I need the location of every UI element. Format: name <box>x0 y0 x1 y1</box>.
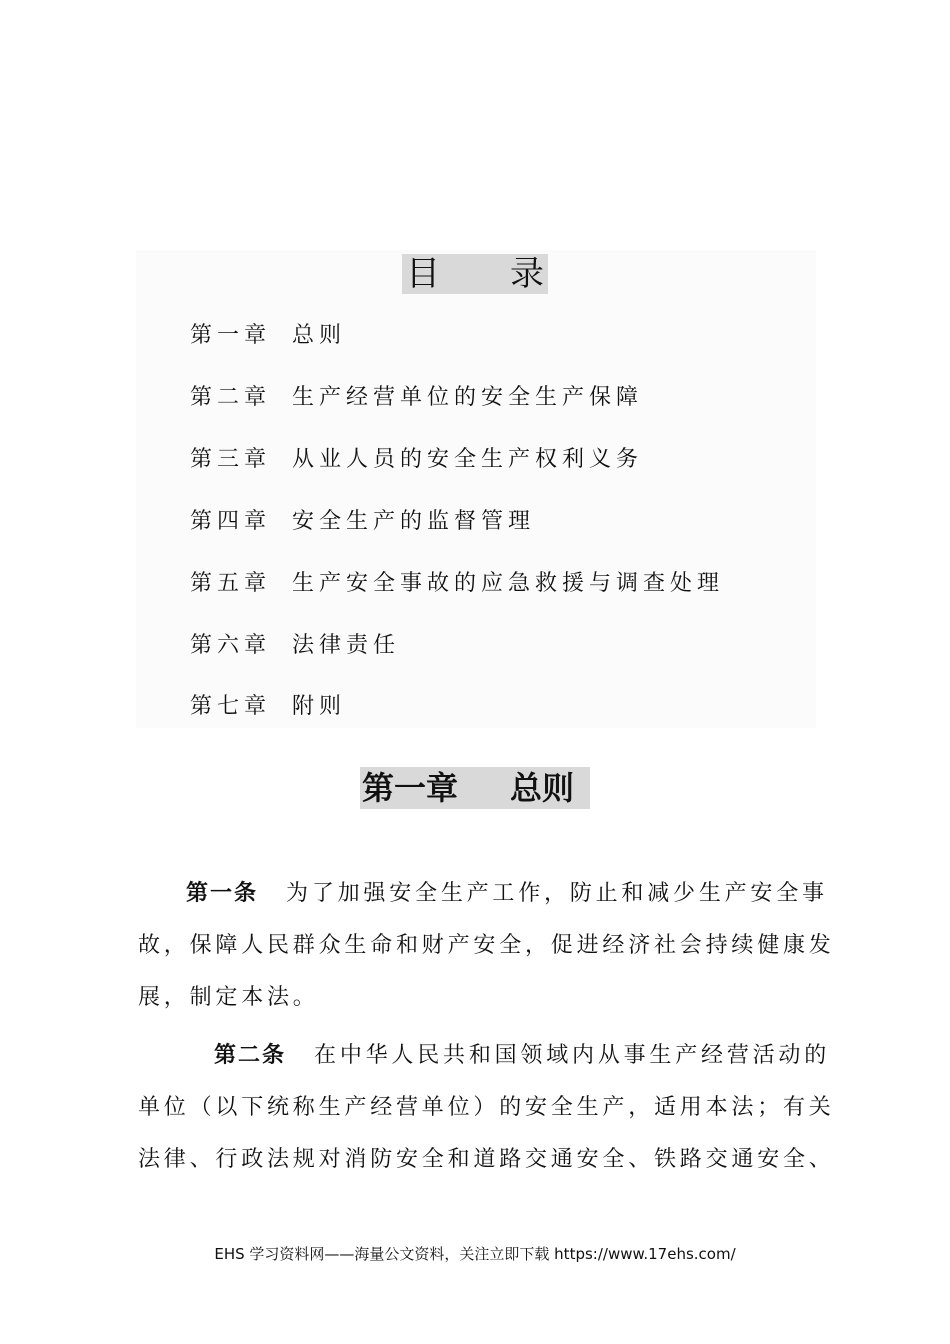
toc-chapter: 第二章 <box>190 385 272 410</box>
toc-chapter: 第四章 <box>190 509 272 534</box>
toc-chapter: 第五章 <box>190 571 272 596</box>
toc-chapter: 第三章 <box>190 447 272 472</box>
toc-title <box>402 254 548 294</box>
toc-chapter-title: 附则 <box>292 694 347 719</box>
chapter-heading <box>360 767 590 809</box>
toc-title-right: 录 <box>510 254 544 294</box>
toc-chapter-title: 法律责任 <box>292 633 401 658</box>
article-line: 单位（以下统称生产经营单位）的安全生产，适用本法；有关 <box>138 1095 835 1120</box>
article-text: 在中华人民共和国领域内从事生产经营活动的 <box>314 1043 831 1068</box>
article-text: 为了加强安全生产工作，防止和减少生产安全事 <box>286 881 828 906</box>
toc-item-6 <box>190 631 400 661</box>
toc-item-5 <box>190 569 724 599</box>
article-line: 法律、行政法规对消防安全和道路交通安全、铁路交通安全、 <box>138 1147 835 1172</box>
article-1 <box>138 868 835 1024</box>
toc-chapter: 第六章 <box>190 633 272 658</box>
article-label: 第二条 <box>214 1043 287 1068</box>
toc-chapter-title: 从业人员的安全生产权利义务 <box>292 447 644 472</box>
toc-item-7 <box>190 692 346 722</box>
article-line <box>138 1030 831 1082</box>
toc-chapter: 第一章 <box>190 323 272 348</box>
article-line <box>138 868 828 920</box>
toc-item-4 <box>190 507 535 537</box>
toc-chapter-title: 总则 <box>292 323 347 348</box>
page-footer: EHS 学习资料网——海量公文资料，关注立即下载 https://www.17ehs.com/ <box>214 1245 736 1263</box>
toc-chapter-title: 生产安全事故的应急救援与调查处理 <box>292 571 725 596</box>
toc-chapter-title: 生产经营单位的安全生产保障 <box>292 385 644 410</box>
toc-item-1 <box>190 321 346 351</box>
toc-item-2 <box>190 383 643 413</box>
toc-title-left: 目 <box>406 254 440 294</box>
article-2 <box>138 1030 835 1186</box>
article-line: 故，保障人民群众生命和财产安全，促进经济社会持续健康发 <box>138 933 835 958</box>
chapter-name: 总则 <box>510 769 575 807</box>
toc-chapter-title: 安全生产的监督管理 <box>292 509 536 534</box>
article-label: 第一条 <box>186 881 259 906</box>
toc-chapter: 第七章 <box>190 694 272 719</box>
toc-item-3 <box>190 445 643 475</box>
chapter-number: 第一章 <box>362 769 459 807</box>
article-line: 展，制定本法。 <box>138 985 319 1010</box>
